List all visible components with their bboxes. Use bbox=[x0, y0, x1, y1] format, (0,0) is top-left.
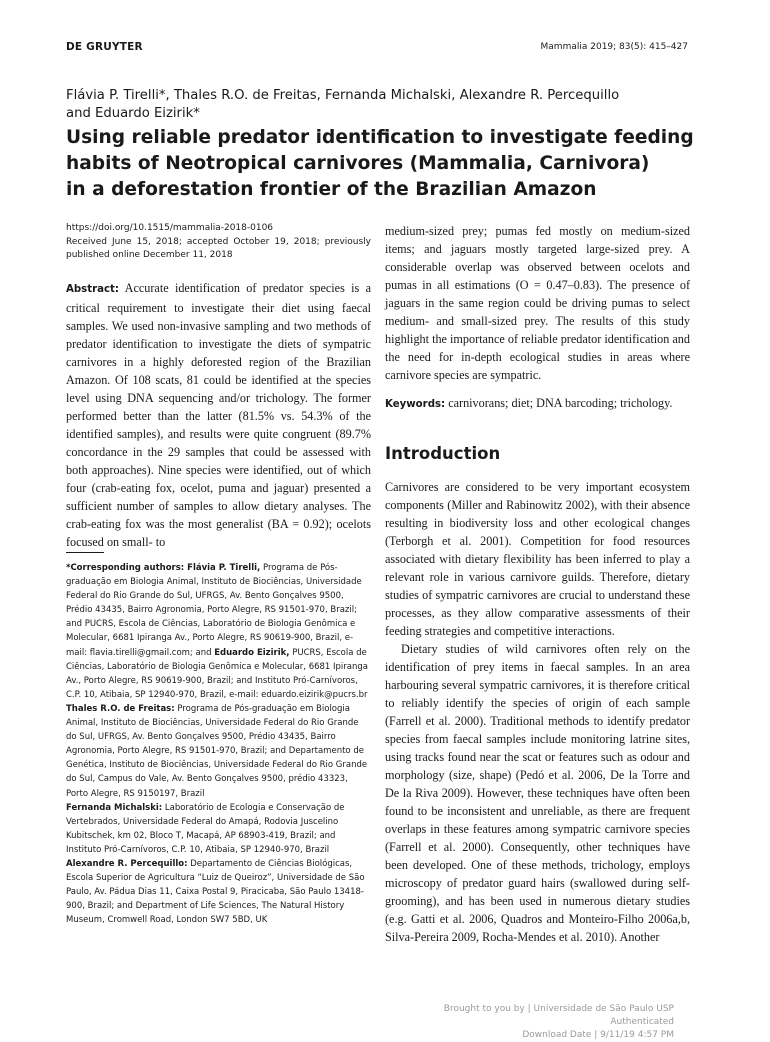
keywords-text: carnivorans; diet; DNA barcoding; trichology. bbox=[448, 396, 673, 410]
article-meta bbox=[66, 222, 371, 263]
page-header bbox=[66, 41, 688, 55]
footnote-label: Alexandre R. Percequillo: bbox=[66, 858, 188, 869]
footnote-percequillo bbox=[66, 857, 371, 927]
footnote-freitas bbox=[66, 702, 371, 801]
watermark-line-3: Download Date | 9/11/19 4:57 PM bbox=[522, 1030, 674, 1040]
footnote-text: PUCRS, Escola de Ciências, Laboratório de Biologia Genômica e Molecular, 6681 Ipiranga Av., Porto Alegre, RS 90619-900, Brazil; and Instituto Pró-Carnívoros, C.P. 10, Atibaia, SP 12940-970, Brazil, e-mail: eduardo.eizirik@pucrs.br bbox=[66, 647, 368, 700]
title-line-2: habits of Neotropical carnivores (Mammalia, Carnivora) bbox=[66, 153, 650, 174]
doi-link[interactable]: https://doi.org/10.1515/mammalia-2018-0106 bbox=[66, 223, 274, 233]
intro-paragraph-1: Carnivores are considered to be very important ecosystem components (Miller and Rabinowitz 2002), with their absence resulting in biodiversity loss and other ecological changes (Terborgh et al. 2001). Competition for food resources associated with dietary flexibility has been inferred to play a relevant role in various carnivore guilds. Therefore, dietary studies of sympatric carnivores are crucial to understand these processes, as they allow comparative assessments of their feeding strategies and competitive interactions. bbox=[385, 480, 690, 638]
abstract-continued: medium-sized prey; pumas fed mostly on medium-sized items; and jaguars mostly targeted large-sized prey. A considerable overlap was observed between ocelots and pumas in all estimations (O = 0.47–0.83). The presence of jaguars in the same region could be driving pumas to select medium- and small-sized prey. The results of this study highlight the importance of reliable predator identification and the need for in-depth ecological studies in areas where carnivore species are sympatric. bbox=[385, 224, 690, 382]
footnote-corresponding bbox=[66, 561, 371, 702]
right-column bbox=[385, 222, 690, 946]
footnote-label: *Corresponding authors: Flávia P. Tirelli, bbox=[66, 563, 261, 573]
abstract bbox=[66, 279, 371, 551]
abstract-label: Abstract: bbox=[66, 283, 119, 295]
footnote-label: Thales R.O. de Freitas: bbox=[66, 703, 175, 714]
article-title bbox=[66, 125, 716, 203]
footnote-label: Eduardo Eizirik, bbox=[214, 647, 290, 658]
footnote-label: Fernanda Michalski: bbox=[66, 802, 163, 813]
footnote-text: Departamento de Ciências Biológicas, Escola Superior de Agricultura “Luiz de Queiroz”, Universidade de São Paulo, Av. Pádua Dias 11, Caixa Postal 9, Piracicaba, São Paulo 13418-900, Brazil; and Department of Life Sciences, The Natural History Museum, Cromwell Road, London SW7 5BD, UK bbox=[66, 858, 365, 926]
footnotes bbox=[66, 561, 371, 927]
intro-paragraph-2: Dietary studies of wild carnivores often rely on the identification of prey items in faecal samples. In an area harbouring several sympatric carnivores, it is therefore critical to reliably identify the species of origin of each sample (Farrell et al. 2000). Traditional methods to identify predator species from faecal samples include monitoring latrine sites, using tracks found near the scat or features such as odour and morphology (size, shape) (Pedó et al. 2006, De la Torre and De la Riva 2009). However, these techniques have often been found to be inconsistent and unreliable, as there are frequent overlaps in these features among sympatric carnivore species (Farrell et al. 2000). Consequently, other techniques have been developed. One of these methods, trichology, employs microscopy of predator guard hairs (swallowed during self-grooming), and has been used in numerous dietary studies (e.g. Gatti et al. 2006, Quadros and Monteiro-Filho 2006a,b, Silva-Pereira 2009, Rocha-Mendes et al. 2010). Another bbox=[385, 642, 690, 944]
authors-line-2: and Eduardo Eizirik* bbox=[66, 106, 200, 121]
author-list bbox=[66, 87, 696, 123]
footnote-divider bbox=[66, 552, 104, 553]
abstract-text: Accurate identification of predator species is a critical requirement to investigate their diet using faecal samples. We used non-invasive sampling and two methods of predator identification to investigate the diets of sympatric carnivores in a highly deforested region of the Brazilian Amazon. Of 108 scats, 81 could be identified at the species level using DNA sequencing and/or trichology. The former performed better than the latter (81.5% vs. 54.3% of the identified samples), and results were quite congruent (89.7% concordance in the 29 samples that could be assessed with both approaches). Nine species were identified, out of which four (crab-eating fox, ocelot, puma and jaguar) presented a sufficient number of samples to allow dietary analyses. The crab-eating fox was the most generalist (BA = 0.92); ocelots focused on small- to bbox=[66, 280, 372, 549]
keywords bbox=[385, 394, 690, 414]
journal-citation: Mammalia 2019; 83(5): 415–427 bbox=[540, 42, 688, 52]
publication-dates: Received June 15, 2018; accepted October 19, 2018; previously published online December 11, 2018 bbox=[66, 236, 371, 261]
footnote-text: Programa de Pós-graduação em Biologia Animal, Instituto de Biociências, Universidade Federal do Rio Grande do Sul, UFRGS, Av. Bento Gonçalves 9500, Prédio 43435, Bairro Agronomia, Porto Alegre, RS 91501-970, Brazil; and PUCRS, Escola de Ciências, Laboratório de Biologia Genômica e Molecular, 6681 Ipiranga Av., Porto Alegre, RS 90619-900, Brazil, e-mail: flavia.tirelli@gmail.com; and bbox=[66, 563, 362, 658]
keywords-label: Keywords: bbox=[385, 399, 446, 410]
publisher-name: DE GRUYTER bbox=[66, 41, 143, 53]
left-column bbox=[66, 222, 371, 563]
download-watermark bbox=[354, 1003, 674, 1042]
title-line-3: in a deforestation frontier of the Brazilian Amazon bbox=[66, 179, 597, 200]
watermark-line-1: Brought to you by | Universidade de São Paulo USP bbox=[443, 1004, 674, 1014]
watermark-line-2: Authenticated bbox=[610, 1017, 674, 1027]
section-heading-introduction: Introduction bbox=[385, 444, 501, 463]
footnote-text: Programa de Pós-graduação em Biologia Animal, Instituto de Biociências, Universidade Federal do Rio Grande do Sul, UFRGS, Av. Bento Gonçalves 9500, Prédio 43435, Bairro Agronomia, Porto Alegre, RS 91501-970, Brazil; and Departamento de Genética, Instituto de Biociências, Universidade Federal do Rio Grande do Sul, Campus do Vale, Av. Bento Gonçalves 9500, prédio 43323, Porto Alegre, RS 9150197, Brazil bbox=[66, 703, 368, 799]
title-line-1: Using reliable predator identification to investigate feeding bbox=[66, 127, 694, 148]
footnote-michalski bbox=[66, 801, 371, 857]
authors-line-1: Flávia P. Tirelli*, Thales R.O. de Freitas, Fernanda Michalski, Alexandre R. Percequillo bbox=[66, 88, 620, 103]
footnote-text: Laboratório de Ecologia e Conservação de Vertebrados, Universidade Federal do Amapá, Rodovia Juscelino Kubitschek, km 02, Bloco T, Macapá, AP 68903-419, Brazil; and Instituto Pró-Carnívoros, C.P. 10, Atibaia, SP 12940-970, Brazil bbox=[66, 802, 345, 855]
